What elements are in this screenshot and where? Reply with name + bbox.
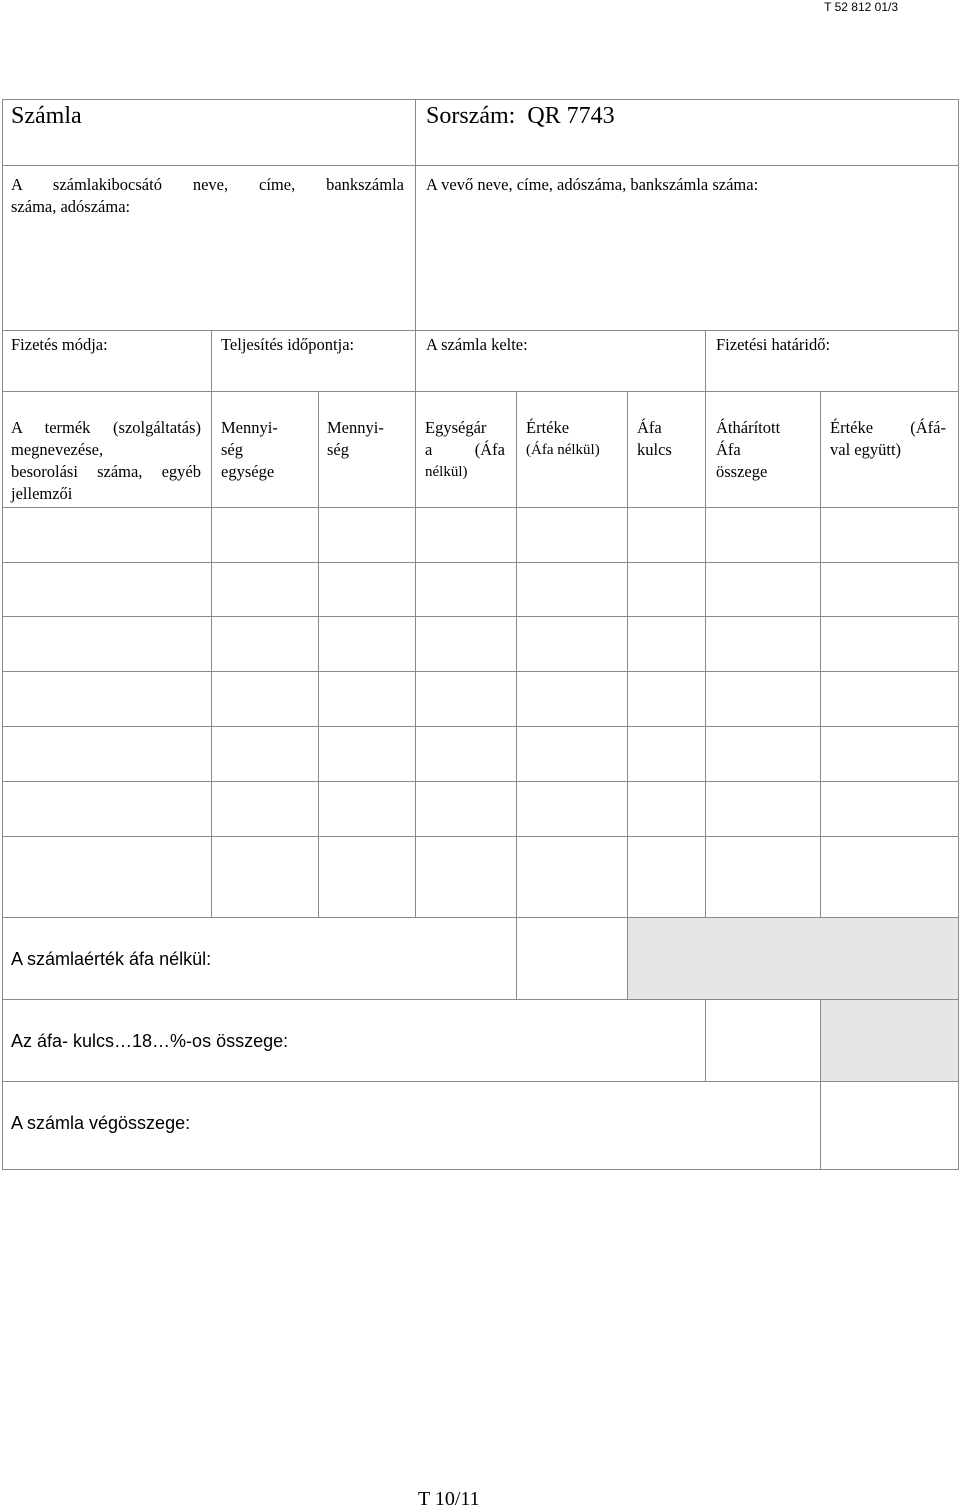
serial-number: [426, 102, 615, 130]
grand-total-label: A számla végösszege:: [11, 1113, 191, 1133]
serial-value: QR 7743: [527, 103, 615, 129]
invoice-date-label: A számla kelte:: [426, 335, 528, 354]
net-total-label: A számlaérték áfa nélkül:: [11, 949, 212, 969]
fulfillment-date-label: Teljesítés időpontja:: [221, 335, 355, 354]
shaded-cell-net: [628, 918, 958, 999]
invoice-title: Számla: [11, 103, 82, 129]
issuer-label-line2: száma, adószáma:: [11, 197, 131, 216]
payment-method-label: Fizetés módja:: [11, 335, 108, 354]
vat-amount-label: Az áfa- kulcs…18…%-os összege:: [11, 1031, 289, 1051]
page-number: T 10/11: [418, 1488, 480, 1510]
buyer-label: A vevő neve, címe, adószáma, bankszámla száma:: [426, 175, 759, 194]
shaded-cell-vat: [821, 1000, 958, 1081]
issuer-label-line1: A számlakibocsátó neve, címe, bankszámla: [11, 175, 404, 194]
serial-label: Sorszám:: [426, 103, 516, 129]
document-code: T 52 812 01/3: [824, 0, 898, 14]
payment-deadline-label: Fizetési határidő:: [716, 335, 831, 354]
